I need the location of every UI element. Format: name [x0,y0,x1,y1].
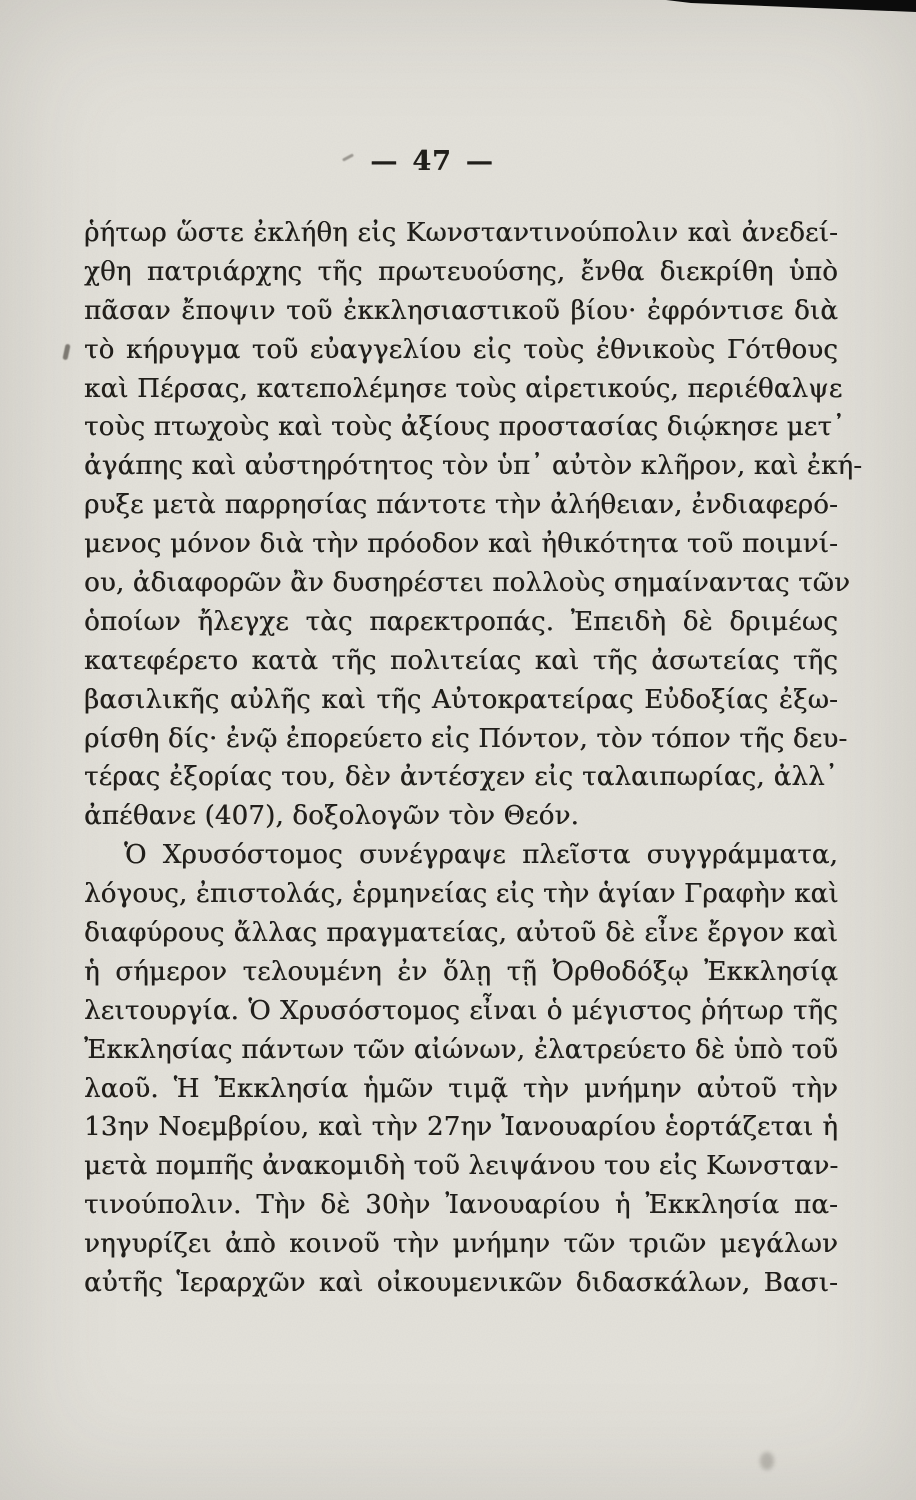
text-line: Ἐκκλησίας πάντων τῶν αἰώνων, ἐλατρεύετο δὲ ὑπὸ τοῦ [84,1034,838,1065]
header-dash-right: — [465,146,494,177]
text-column [84,214,863,1303]
text-line: τέρας ἐξορίας του, δὲν ἀντέσχεν εἰς ταλαιπωρίας, ἀλλ᾽ [84,762,838,793]
text-line: ῥήτωρ ὥστε ἐκλήθη εἰς Κωνσταντινούπολιν καὶ ἀνεδεί- [84,218,838,248]
text-line: ου, ἀδιαφορῶν ἂν δυσηρέστει πολλοὺς σημαίναντας τῶν [84,568,851,599]
text-line: Ὁ Χρυσόστομος συνέγραψε πλεῖστα συγγράμματα, [124,840,838,871]
text-line: ἀπέθανε (407), δοξολογῶν τὸν Θεόν. [84,801,579,832]
text-line: 13ην Νοεμβρίου, καὶ τὴν 27ην Ἰανουαρίου ἑορτάζεται ἡ [84,1112,838,1143]
page-number: 47 [412,146,452,177]
header-dash-left: — [370,146,399,177]
text-line: αὐτῆς Ἱεραρχῶν καὶ οἰκουμενικῶν διδασκάλων, Βασι- [84,1268,838,1299]
text-line: μενος μόνον διὰ τὴν πρόοδον καὶ ἠθικότητα τοῦ ποιμνί- [84,529,838,560]
text-line: ἡ σήμερον τελουμένη ἐν ὅλῃ τῇ Ὀρθοδόξῳ Ἐκκλησίᾳ [84,956,838,987]
text-line: τινούπολιν. Τὴν δὲ 30ὴν Ἰανουαρίου ἡ Ἐκκλησία πα- [84,1190,838,1221]
text-line: χθη πατριάρχης τῆς πρωτευούσης, ἔνθα διεκρίθη ὑπὸ [84,256,838,287]
text-line: βασιλικῆς αὐλῆς καὶ τῆς Αὐτοκρατείρας Εὐδοξίας ἐξω- [84,684,838,715]
text-line: μετὰ πομπῆς ἀνακομιδὴ τοῦ λειψάνου του εἰς Κωνσταν- [84,1151,839,1182]
text-line: ὁποίων ἤλεγχε τὰς παρεκτροπάς. Ἐπειδὴ δὲ δριμέως [84,606,838,637]
text-line: κατεφέρετο κατὰ τῆς πολιτείας καὶ τῆς ἀσωτείας τῆς [84,645,838,676]
scan-artifact-smudge [760,1452,774,1470]
text-line: ἀγάπης καὶ αὐστηρότητος τὸν ὑπ᾽ αὐτὸν κλῆρον, καὶ ἐκή- [84,451,863,482]
text-line: καὶ Πέρσας, κατεπολέμησε τοὺς αἱρετικούς, περιέθαλψε [84,373,843,404]
scan-artifact-corner [666,0,916,12]
text-line: ρίσθη δίς· ἐνῷ ἐπορεύετο εἰς Πόντον, τὸν τόπον τῆς δευ- [84,723,848,754]
text-line: λόγους, ἐπιστολάς, ἑρμηνείας εἰς τὴν ἁγίαν Γραφὴν καὶ [84,879,839,910]
text-line: τὸ κήρυγμα τοῦ εὐαγγελίου εἰς τοὺς ἐθνικοὺς Γότθους [84,334,838,365]
text-line: ρυξε μετὰ παρρησίας πάντοτε τὴν ἀλήθειαν, ἐνδιαφερό- [84,490,838,521]
text-line: λειτουργία. Ὁ Χρυσόστομος εἶναι ὁ μέγιστος ῥήτωρ τῆς [84,995,838,1026]
scan-artifact-margin-mark [62,344,70,361]
text-line: πᾶσαν ἔποψιν τοῦ ἐκκλησιαστικοῦ βίου· ἐφρόντισε διὰ [84,295,838,326]
text-line: τοὺς πτωχοὺς καὶ τοὺς ἀξίους προστασίας διῴκησε μετ᾽ [84,412,846,443]
page-header [0,146,890,177]
text-line: νηγυρίζει ἀπὸ κοινοῦ τὴν μνήμην τῶν τριῶν μεγάλων [84,1229,838,1260]
text-line: λαοῦ. Ἡ Ἐκκλησία ἡμῶν τιμᾷ τὴν μνήμην αὐτοῦ τὴν [84,1073,838,1104]
text-line: διαφύρους ἄλλας πραγματείας, αὐτοῦ δὲ εἶνε ἔργον καὶ [84,918,838,949]
